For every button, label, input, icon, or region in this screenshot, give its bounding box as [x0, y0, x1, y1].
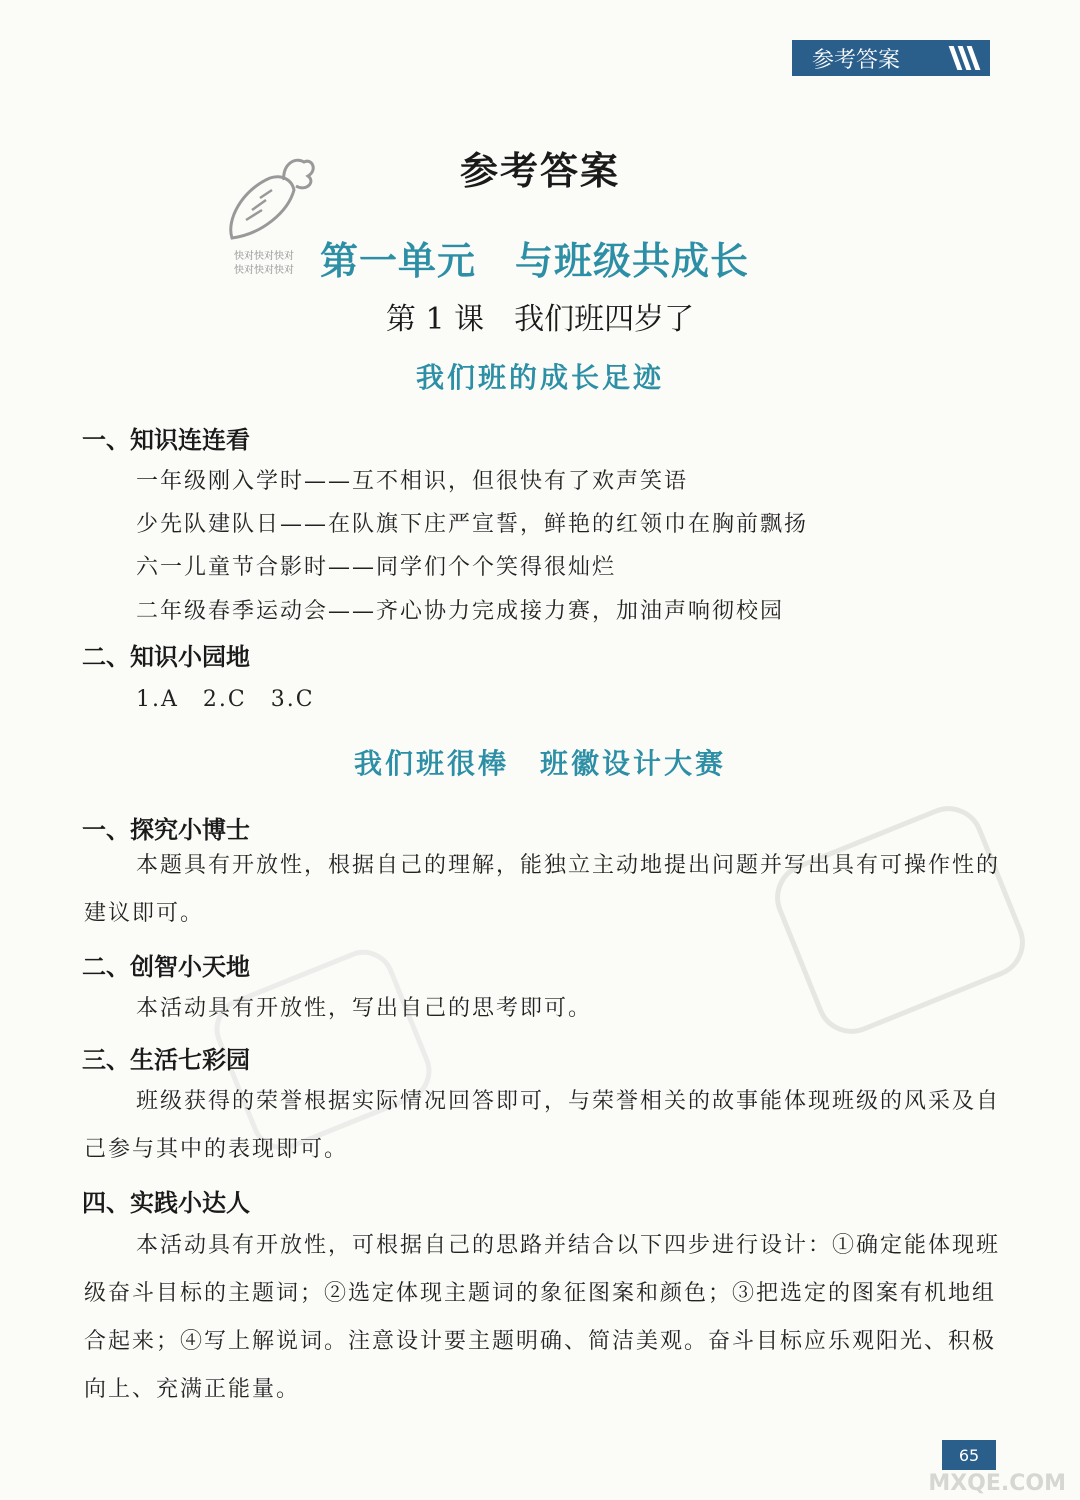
answer-line: 六一儿童节合影时——同学们个个笑得很灿烂	[136, 555, 617, 580]
header-tab-label: 参考答案	[812, 47, 901, 73]
answer-line: 少先队建队日——在队旗下庄严宣誓，鲜艳的红领巾在胸前飘扬	[136, 512, 809, 537]
question-head: 二、创智小天地	[82, 953, 250, 981]
carrot-mascot-icon	[222, 150, 318, 250]
question-head: 二、知识小园地	[82, 643, 250, 671]
answer-line: 1.A 2.C 3.C	[136, 687, 315, 712]
lesson-title: 第 1 课 我们班四岁了	[385, 302, 695, 337]
answer-paragraph: 本活动具有开放性，可根据自己的思路并结合以下四步进行设计：①确定能体现班级奋斗目标的主题词；②选定体现主题词的象征图案和颜色；③把选定的图案有机地组合起来；④写上解说词。注意设计要主题明确、简洁美观。奋斗目标应乐观阳光、积极向上、充满正能量。	[84, 1233, 1001, 1402]
answer-paragraph: 本活动具有开放性，写出自己的思考即可。	[136, 996, 593, 1021]
page-title: 参考答案	[459, 148, 620, 193]
question-head: 四、实践小达人	[82, 1189, 250, 1217]
header-tab	[792, 40, 990, 76]
corner-watermark-logo: MXQE.COM	[928, 1471, 1066, 1496]
page-number: 65	[942, 1440, 996, 1470]
question-head: 一、探究小博士	[82, 816, 250, 844]
section-title-badge: 我们班很棒 班徽设计大赛	[353, 747, 726, 780]
answer-paragraph: 本题具有开放性，根据自己的理解，能独立主动地提出问题并写出具有可操作性的建议即可。	[84, 853, 1001, 926]
answer-paragraph: 班级获得的荣誉根据实际情况回答即可，与荣誉相关的故事能体现班级的风采及自己参与其中的表现即可。	[84, 1089, 1001, 1162]
unit-title: 第一单元 与班级共成长	[320, 238, 750, 283]
section-title-growth: 我们班的成长足迹	[415, 361, 664, 394]
answer-line: 一年级刚入学时——互不相识，但很快有了欢声笑语	[136, 469, 689, 494]
answer-line: 二年级春季运动会——齐心协力完成接力赛，加油声响彻校园	[136, 599, 785, 624]
question-head: 三、生活七彩园	[82, 1046, 250, 1074]
mascot-caption: 快对快对快对 快对快对快对	[234, 251, 294, 276]
stripes-decoration	[953, 46, 976, 70]
question-head: 一、知识连连看	[82, 426, 250, 454]
